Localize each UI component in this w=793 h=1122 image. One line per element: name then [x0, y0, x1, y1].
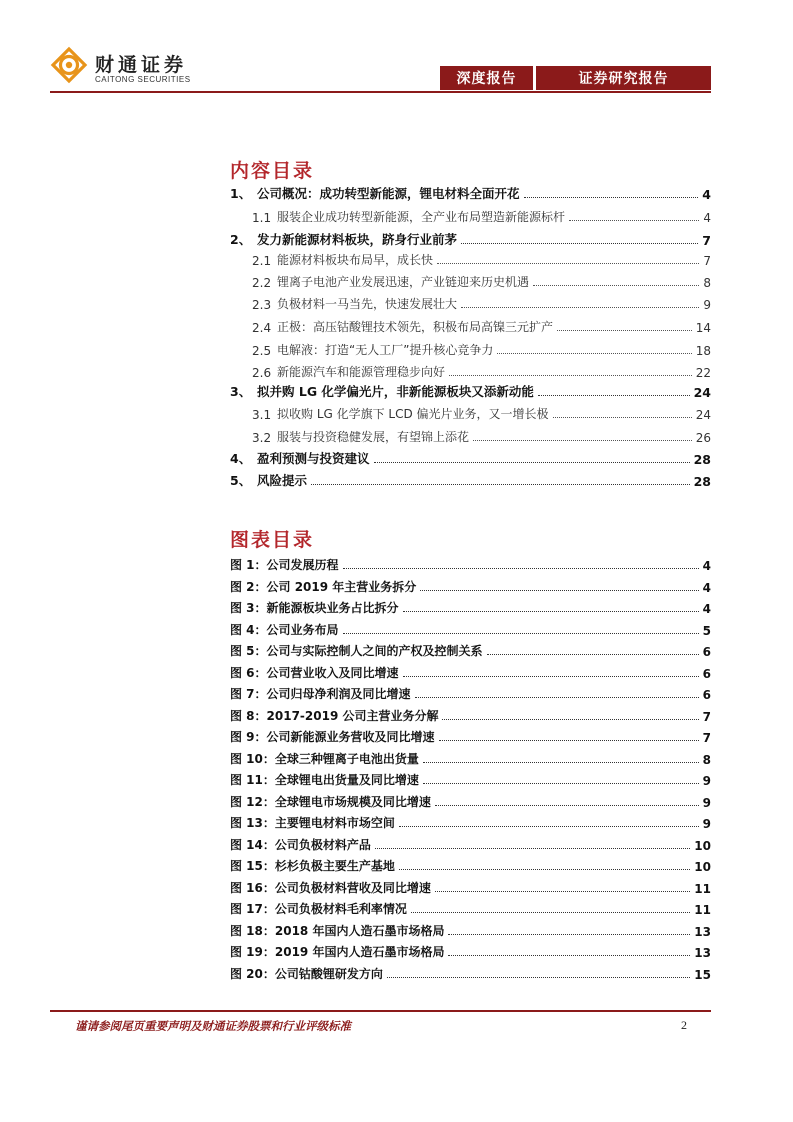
toc-entry-page: 22	[695, 366, 711, 380]
footer-divider	[50, 1010, 711, 1012]
figure-entry-page: 9	[702, 817, 711, 831]
figure-entry-label: 图 14：公司负极材料产品	[230, 837, 371, 852]
toc-section-entry[interactable]	[252, 404, 711, 422]
toc-entry-page: 26	[695, 431, 711, 445]
toc-dot-leader	[311, 484, 690, 485]
figure-entry-page: 4	[702, 559, 711, 573]
toc-entry-page: 14	[695, 321, 711, 335]
figure-entry[interactable]	[230, 899, 711, 917]
toc-entry-page: 8	[703, 276, 711, 290]
toc-entry-page: 28	[693, 474, 711, 489]
toc-entry-number: 2.5	[252, 344, 272, 358]
toc-dot-leader	[524, 197, 699, 198]
toc-entry-number: 4、	[230, 451, 252, 466]
toc-dot-leader	[538, 395, 690, 396]
figure-dot-leader	[420, 590, 698, 591]
figure-entry-page: 10	[694, 860, 711, 874]
figure-dot-leader	[448, 955, 690, 956]
toc-entry-number: 3.2	[252, 431, 272, 445]
toc-chapter-entry[interactable]	[230, 184, 711, 202]
figure-dot-leader	[448, 934, 690, 935]
toc-chapter-entry[interactable]	[230, 382, 711, 400]
toc-entry-label: 能源材料板块布局早，成长快	[277, 253, 434, 267]
logo-chinese-name: 财通证券	[95, 54, 188, 76]
toc-dot-leader	[437, 263, 699, 264]
figure-entry-label: 图 15：杉杉负极主要生产基地	[230, 859, 395, 873]
figure-entry-page: 6	[702, 688, 711, 702]
figure-entry-page: 9	[702, 774, 711, 788]
toc-dot-leader	[461, 307, 699, 308]
header-divider	[50, 91, 711, 93]
toc-entry-page: 9	[703, 298, 711, 312]
toc-entry-number: 2.6	[252, 366, 272, 380]
toc-entry-label: 正极：高压钴酸锂技术领先，积极布局高镍三元扩产	[277, 320, 554, 334]
report-type-tag: 深度报告	[440, 66, 533, 90]
toc-section-entry[interactable]	[252, 272, 711, 290]
figure-entry-page: 13	[694, 924, 711, 939]
figure-dot-leader	[375, 848, 690, 849]
figure-entry[interactable]	[230, 964, 711, 982]
toc-section-entry[interactable]	[252, 427, 711, 445]
toc-entry-page: 24	[693, 385, 711, 400]
report-category-tag: 证券研究报告	[536, 66, 711, 90]
logo-english-name: CAITONG SECURITIES	[95, 75, 191, 84]
toc-entry-number: 2.1	[252, 254, 272, 268]
figure-entry-page: 8	[702, 752, 711, 767]
page-number: 2	[681, 1018, 687, 1032]
toc-entry-label: 负极材料一马当先，快速发展壮大	[277, 297, 458, 311]
toc-entry-page: 24	[695, 408, 711, 422]
toc-chapter-entry[interactable]	[230, 471, 711, 489]
toc-entry-label: 拟并购 LG 化学偏光片，非新能源板块又添新动能	[257, 384, 534, 399]
figure-dot-leader	[343, 633, 699, 634]
toc-section-entry[interactable]	[252, 317, 711, 335]
figure-entry-label: 图 4：公司业务布局	[230, 622, 339, 637]
figure-entry-label: 图 7：公司归母净利润及同比增速	[230, 687, 411, 701]
figure-entry-page: 11	[694, 881, 711, 896]
figure-dot-leader	[415, 697, 699, 698]
figure-dot-leader	[487, 654, 699, 655]
caitong-logo-icon	[50, 46, 88, 84]
toc-entry-number: 2.4	[252, 321, 272, 335]
figure-entry-page: 4	[702, 602, 711, 616]
toc-dot-leader	[374, 462, 690, 463]
toc-dot-leader	[557, 330, 692, 331]
figure-entry-page: 7	[702, 731, 711, 745]
toc-entry-number: 1.1	[252, 211, 272, 225]
figure-entry[interactable]	[230, 555, 711, 573]
toc-section-entry[interactable]	[252, 340, 711, 358]
toc-entry-number: 2.3	[252, 298, 272, 312]
toc-chapter-entry[interactable]	[230, 230, 711, 248]
figure-entry-label: 图 2：公司 2019 年主营业务拆分	[230, 579, 417, 594]
footer-disclaimer: 谨请参阅尾页重要声明及财通证券股票和行业评级标准	[75, 1019, 351, 1033]
figure-entry[interactable]	[230, 641, 711, 659]
toc-dot-leader	[553, 417, 692, 418]
toc-entry-label: 拟收购 LG 化学旗下 LCD 偏光片业务，又一增长极	[277, 407, 549, 421]
figure-entry-page: 9	[702, 795, 711, 810]
figure-entry-label: 图 6：公司营业收入及同比增速	[230, 665, 399, 680]
toc-dot-leader	[449, 375, 692, 376]
toc-dot-leader	[569, 220, 699, 221]
toc-entry-number: 1、	[230, 186, 252, 201]
figure-entry-label: 图 5：公司与实际控制人之间的产权及控制关系	[230, 644, 483, 658]
toc-entry-page: 18	[695, 344, 711, 358]
figure-entry[interactable]	[230, 835, 711, 853]
toc-dot-leader	[461, 243, 698, 244]
toc-section-entry[interactable]	[252, 362, 711, 380]
figure-entry-label: 图 12：全球锂电市场规模及同比增速	[230, 794, 431, 809]
figure-dot-leader	[439, 740, 699, 741]
toc-entry-page: 7	[702, 233, 711, 248]
toc-dot-leader	[533, 285, 699, 286]
figure-dot-leader	[423, 783, 699, 784]
figure-entry-label: 图 17：公司负极材料毛利率情况	[230, 902, 407, 916]
toc-entry-label: 发力新能源材料板块，跻身行业前茅	[257, 232, 458, 247]
toc-entry-page: 4	[702, 187, 711, 202]
figure-entry[interactable]	[230, 620, 711, 638]
figure-dot-leader	[403, 676, 699, 677]
figure-entry-label: 图 16：公司负极材料营收及同比增速	[230, 880, 431, 895]
figure-entry-page: 6	[702, 645, 711, 659]
toc-entry-label: 风险提示	[257, 473, 308, 488]
figure-dot-leader	[403, 611, 699, 612]
toc-entry-label: 服装与投资稳健发展，有望锦上添花	[277, 430, 470, 444]
figure-dot-leader	[343, 568, 699, 569]
figure-entry[interactable]	[230, 813, 711, 831]
toc-entry-page: 4	[703, 211, 711, 225]
figure-entry-label: 图 11：全球锂电出货量及同比增速	[230, 773, 419, 787]
toc-dot-leader	[473, 440, 692, 441]
figure-dot-leader	[435, 805, 699, 806]
figure-entry-page: 7	[702, 709, 711, 724]
toc-section-entry[interactable]	[252, 207, 711, 225]
figure-entry[interactable]	[230, 856, 711, 874]
toc-entry-label: 锂离子电池产业发展迅速，产业链迎来历史机遇	[277, 275, 530, 289]
toc-section-entry[interactable]	[252, 250, 711, 268]
figure-entry[interactable]	[230, 878, 711, 896]
figure-entry-page: 11	[694, 903, 711, 917]
figure-dot-leader	[435, 891, 690, 892]
toc-entry-label: 新能源汽车和能源管理稳步向好	[277, 365, 446, 379]
figure-dot-leader	[411, 912, 690, 913]
toc-entry-label: 电解液：打造“无人工厂”提升核心竞争力	[277, 343, 494, 357]
toc-entry-number: 5、	[230, 473, 252, 488]
figure-entry-label: 图 19：2019 年国内人造石墨市场格局	[230, 945, 445, 959]
toc-entry-number: 2、	[230, 232, 252, 247]
figure-entry[interactable]	[230, 577, 711, 595]
figure-entry-page: 15	[694, 967, 711, 982]
figure-entry-page: 10	[694, 838, 711, 853]
figure-dot-leader	[423, 762, 699, 763]
figure-entry[interactable]	[230, 663, 711, 681]
figure-entry-page: 6	[702, 666, 711, 681]
figure-entry[interactable]	[230, 942, 711, 960]
toc-entry-label: 服装企业成功转型新能源，全产业布局塑造新能源标杆	[277, 210, 566, 224]
toc-chapter-entry[interactable]	[230, 449, 711, 467]
figure-entry[interactable]	[230, 770, 711, 788]
figure-entry[interactable]	[230, 792, 711, 810]
figure-entry[interactable]	[230, 598, 711, 616]
figure-entry[interactable]	[230, 749, 711, 767]
figure-dot-leader	[387, 977, 690, 978]
toc-entry-page: 7	[703, 254, 711, 268]
figure-entry[interactable]	[230, 706, 711, 724]
figure-entry-label: 图 20：公司钴酸锂研发方向	[230, 966, 383, 981]
figure-entry-label: 图 8：2017-2019 公司主营业务分解	[230, 708, 439, 723]
page-header	[0, 0, 793, 100]
figure-dot-leader	[399, 869, 690, 870]
toc-section-entry[interactable]	[252, 294, 711, 312]
figure-entry-page: 5	[702, 623, 711, 638]
figure-entry-label: 图 3：新能源板块业务占比拆分	[230, 601, 399, 615]
figure-dot-leader	[399, 826, 699, 827]
toc-entry-number: 3、	[230, 384, 252, 399]
toc-dot-leader	[497, 353, 691, 354]
figure-entry[interactable]	[230, 921, 711, 939]
figure-entry-page: 4	[702, 580, 711, 595]
toc-entry-page: 28	[693, 452, 711, 467]
figure-entry-label: 图 1：公司发展历程	[230, 558, 339, 572]
figure-entry-label: 图 18：2018 年国内人造石墨市场格局	[230, 923, 445, 938]
figure-dot-leader	[442, 719, 698, 720]
toc-entry-label: 公司概况：成功转型新能源，锂电材料全面开花	[257, 186, 520, 201]
figure-entry[interactable]	[230, 684, 711, 702]
figure-entry-label: 图 13：主要锂电材料市场空间	[230, 816, 395, 830]
toc-entry-number: 2.2	[252, 276, 272, 290]
toc-title: 内容目录	[230, 160, 315, 182]
figure-entry[interactable]	[230, 727, 711, 745]
toc-entry-label: 盈利预测与投资建议	[257, 451, 370, 466]
toc-entry-number: 3.1	[252, 408, 272, 422]
figure-entry-label: 图 9：公司新能源业务营收及同比增速	[230, 730, 435, 744]
figures-title: 图表目录	[230, 529, 315, 551]
figure-entry-label: 图 10：全球三种锂离子电池出货量	[230, 751, 419, 766]
figure-entry-page: 13	[694, 946, 711, 960]
